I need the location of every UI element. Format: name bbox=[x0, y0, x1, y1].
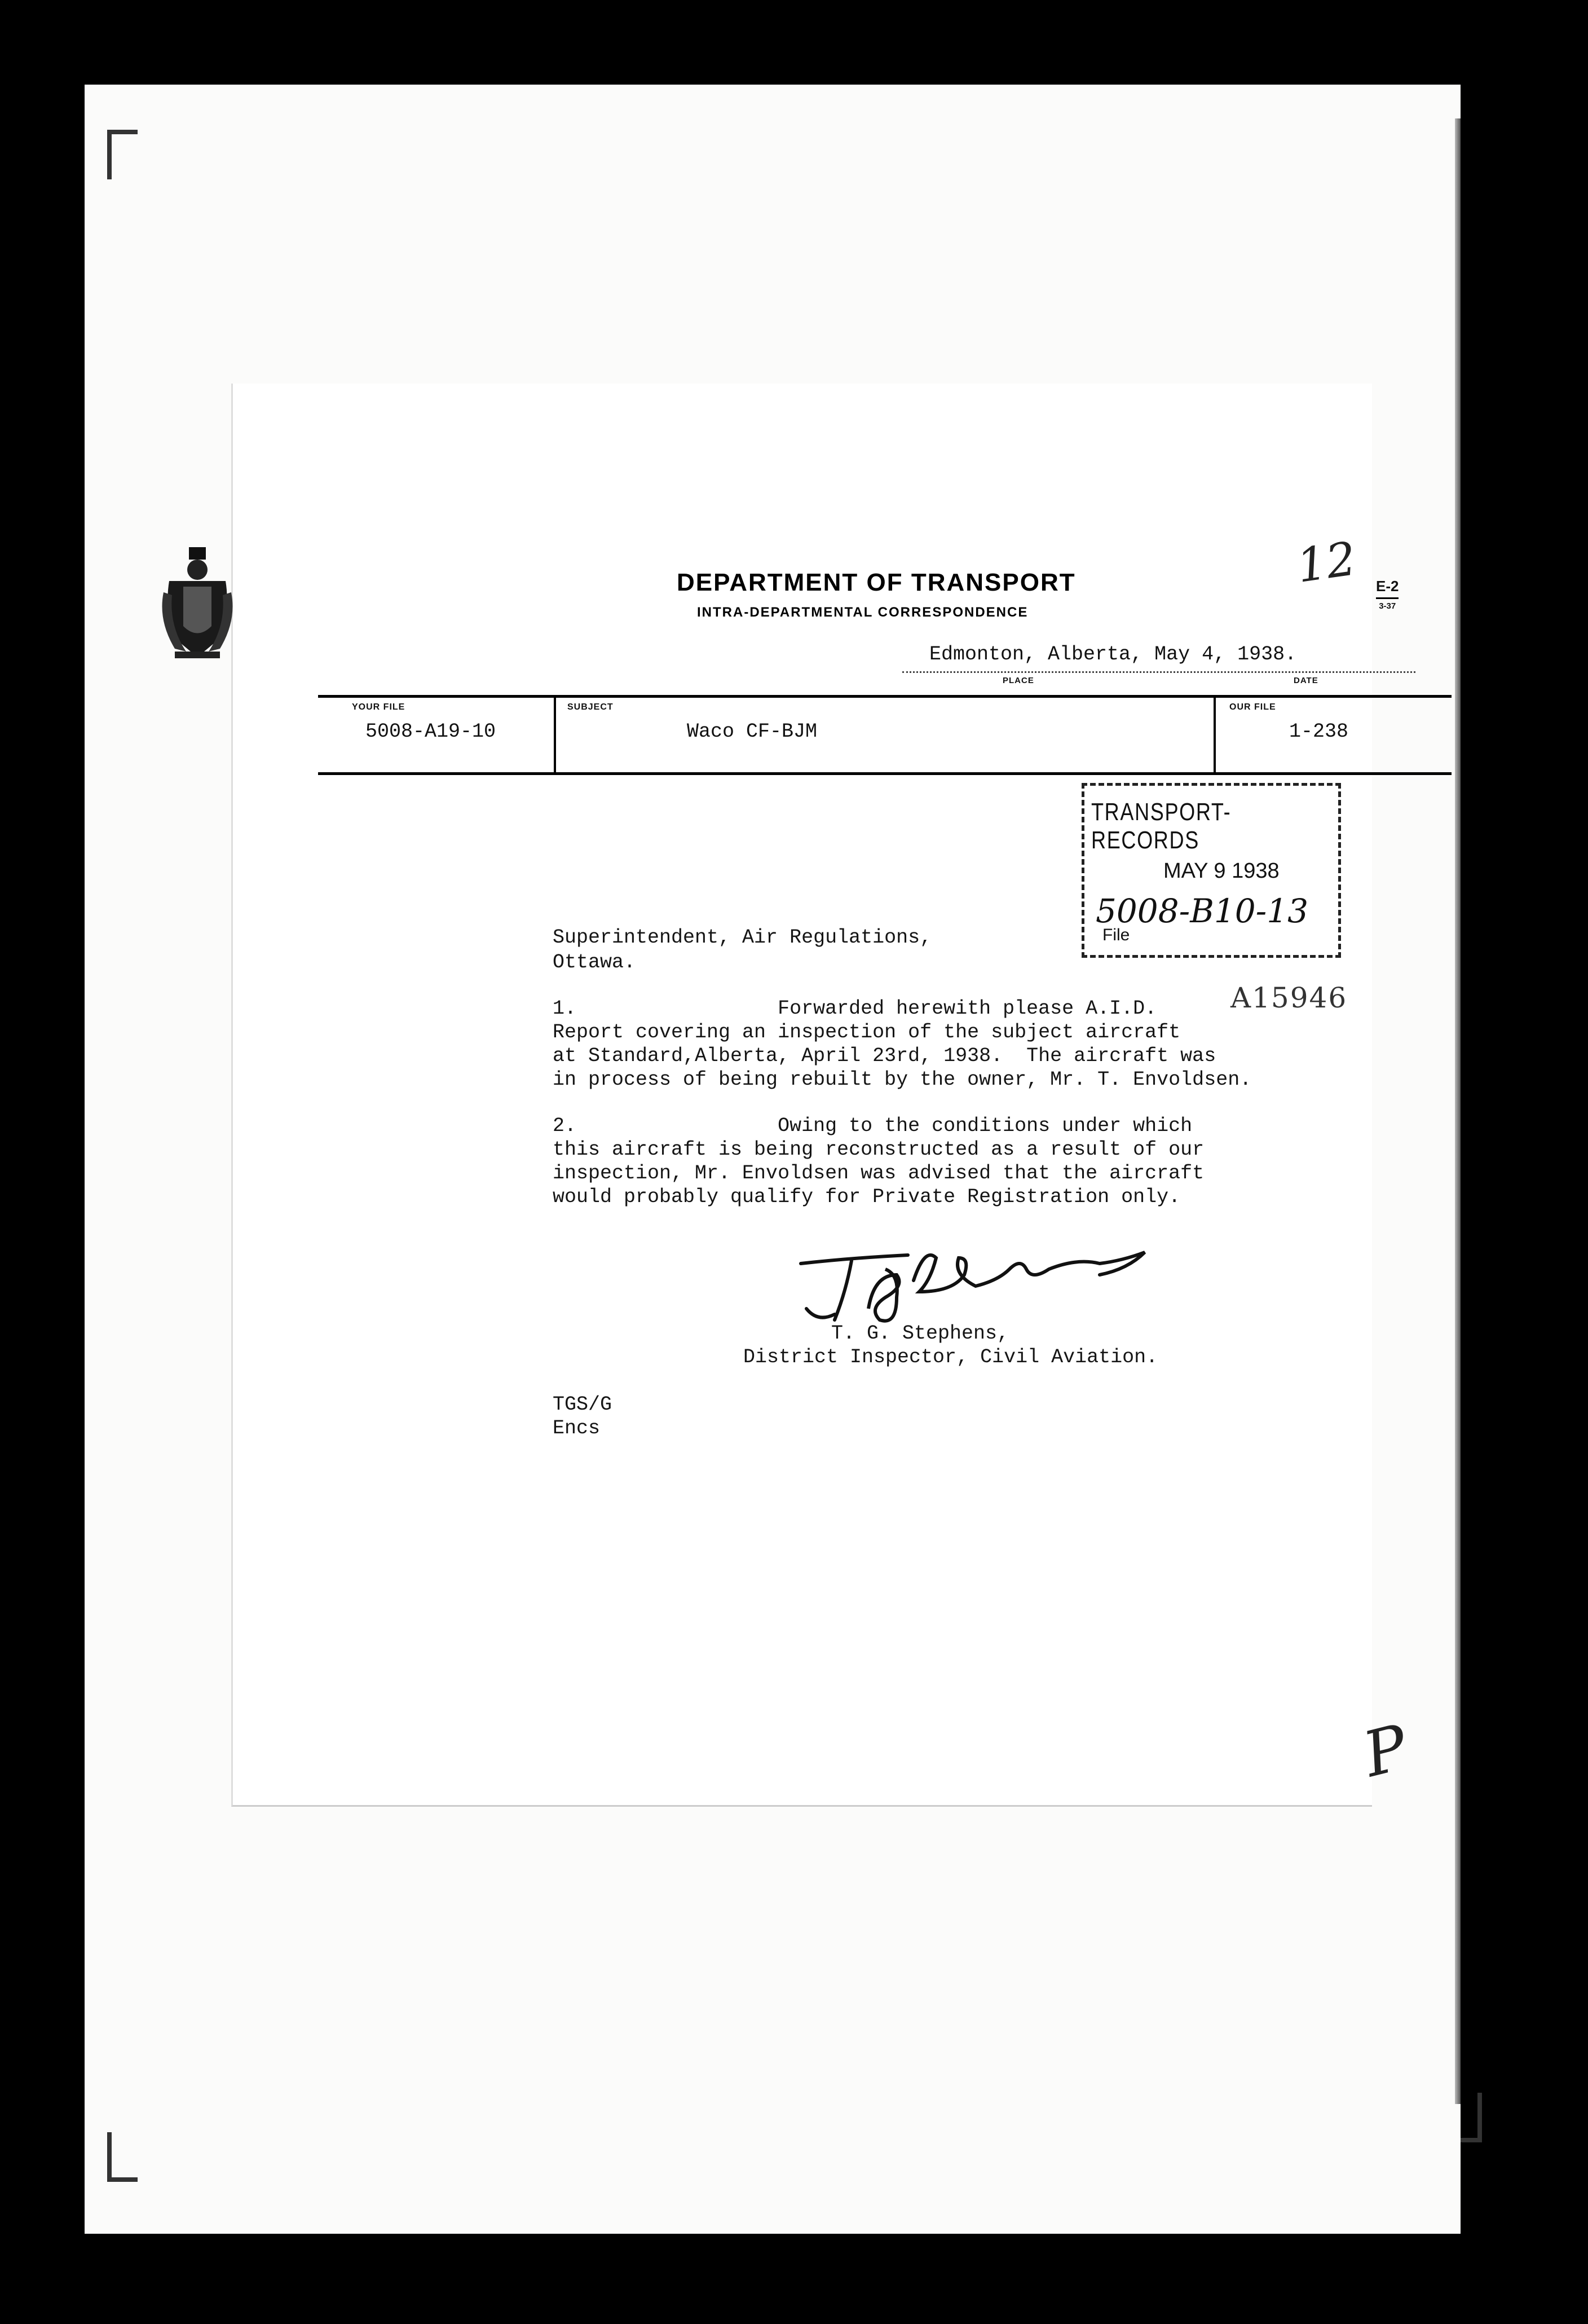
page-edge bbox=[1455, 118, 1461, 2104]
recipient-line-1: Superintendent, Air Regulations, bbox=[553, 926, 932, 949]
your-file-value: 5008-A19-10 bbox=[365, 720, 496, 743]
crop-mark-bottom-right bbox=[1461, 2093, 1482, 2142]
form-code-number: E-2 bbox=[1376, 578, 1399, 595]
paragraph-1-line-2: Report covering an inspection of the subject aircraft bbox=[553, 1021, 1181, 1044]
correspondence-subtitle: INTRA-DEPARTMENTAL CORRESPONDENCE bbox=[697, 605, 1029, 620]
paragraph-1-line-3: at Standard,Alberta, April 23rd, 1938. The aircraft was bbox=[553, 1045, 1216, 1067]
subject-value: Waco CF-BJM bbox=[687, 720, 818, 743]
paragraph-2-line-1: 2. Owing to the conditions under which bbox=[553, 1115, 1193, 1137]
stamp-file-number: 5008-B10-13 bbox=[1096, 892, 1309, 930]
paragraph-2-line-2: this aircraft is being reconstructed as a result of our bbox=[553, 1138, 1205, 1161]
handwritten-signature bbox=[784, 1224, 1179, 1337]
crop-mark-top-left bbox=[107, 130, 138, 179]
stamp-file-label: File bbox=[1102, 926, 1130, 944]
signatory-title: District Inspector, Civil Aviation. bbox=[743, 1346, 1158, 1368]
subject-label: SUBJECT bbox=[567, 702, 614, 712]
crop-mark-bottom-left bbox=[107, 2132, 138, 2182]
stamp-title: TRANSPORT-RECORDS bbox=[1091, 798, 1232, 854]
paragraph-2-line-3: inspection, Mr. Envoldsen was advised that the aircraft bbox=[553, 1162, 1205, 1185]
department-title: DEPARTMENT OF TRANSPORT bbox=[677, 569, 1076, 596]
typist-initials: TGS/G bbox=[553, 1393, 612, 1416]
our-file-value: 1-238 bbox=[1289, 720, 1349, 743]
date-label: DATE bbox=[1294, 676, 1318, 685]
file-reference-row bbox=[318, 695, 1452, 775]
your-file-label: YOUR FILE bbox=[352, 702, 405, 712]
coat-of-arms-icon bbox=[158, 547, 237, 660]
enclosures-note: Encs bbox=[553, 1417, 601, 1440]
handwritten-page-number: 12 bbox=[1293, 532, 1360, 593]
signatory-name: T. G. Stephens, bbox=[831, 1322, 1009, 1345]
paragraph-1-line-1: 1. Forwarded herewith please A.I.D. bbox=[553, 997, 1157, 1020]
place-label: PLACE bbox=[1003, 676, 1034, 685]
recipient-line-2: Ottawa. bbox=[553, 951, 636, 974]
place-date-value: Edmonton, Alberta, May 4, 1938. bbox=[929, 643, 1297, 666]
records-received-stamp bbox=[1082, 783, 1341, 958]
stamped-reference-number: A15946 bbox=[1230, 981, 1348, 1014]
your-file-cell bbox=[318, 698, 556, 772]
memo-sheet bbox=[231, 384, 1372, 1807]
paragraph-1-line-4: in process of being rebuilt by the owner, Mr. T. Envoldsen. bbox=[553, 1068, 1252, 1091]
handwritten-initial-mark: P bbox=[1356, 1710, 1415, 1792]
paragraph-2-line-4: would probably qualify for Private Registration only. bbox=[553, 1186, 1181, 1208]
our-file-cell bbox=[1214, 698, 1452, 772]
form-code bbox=[1376, 578, 1399, 611]
form-revision: 3-37 bbox=[1376, 597, 1399, 611]
our-file-label: OUR FILE bbox=[1229, 702, 1276, 712]
stamp-date: MAY 9 1938 bbox=[1163, 859, 1280, 883]
